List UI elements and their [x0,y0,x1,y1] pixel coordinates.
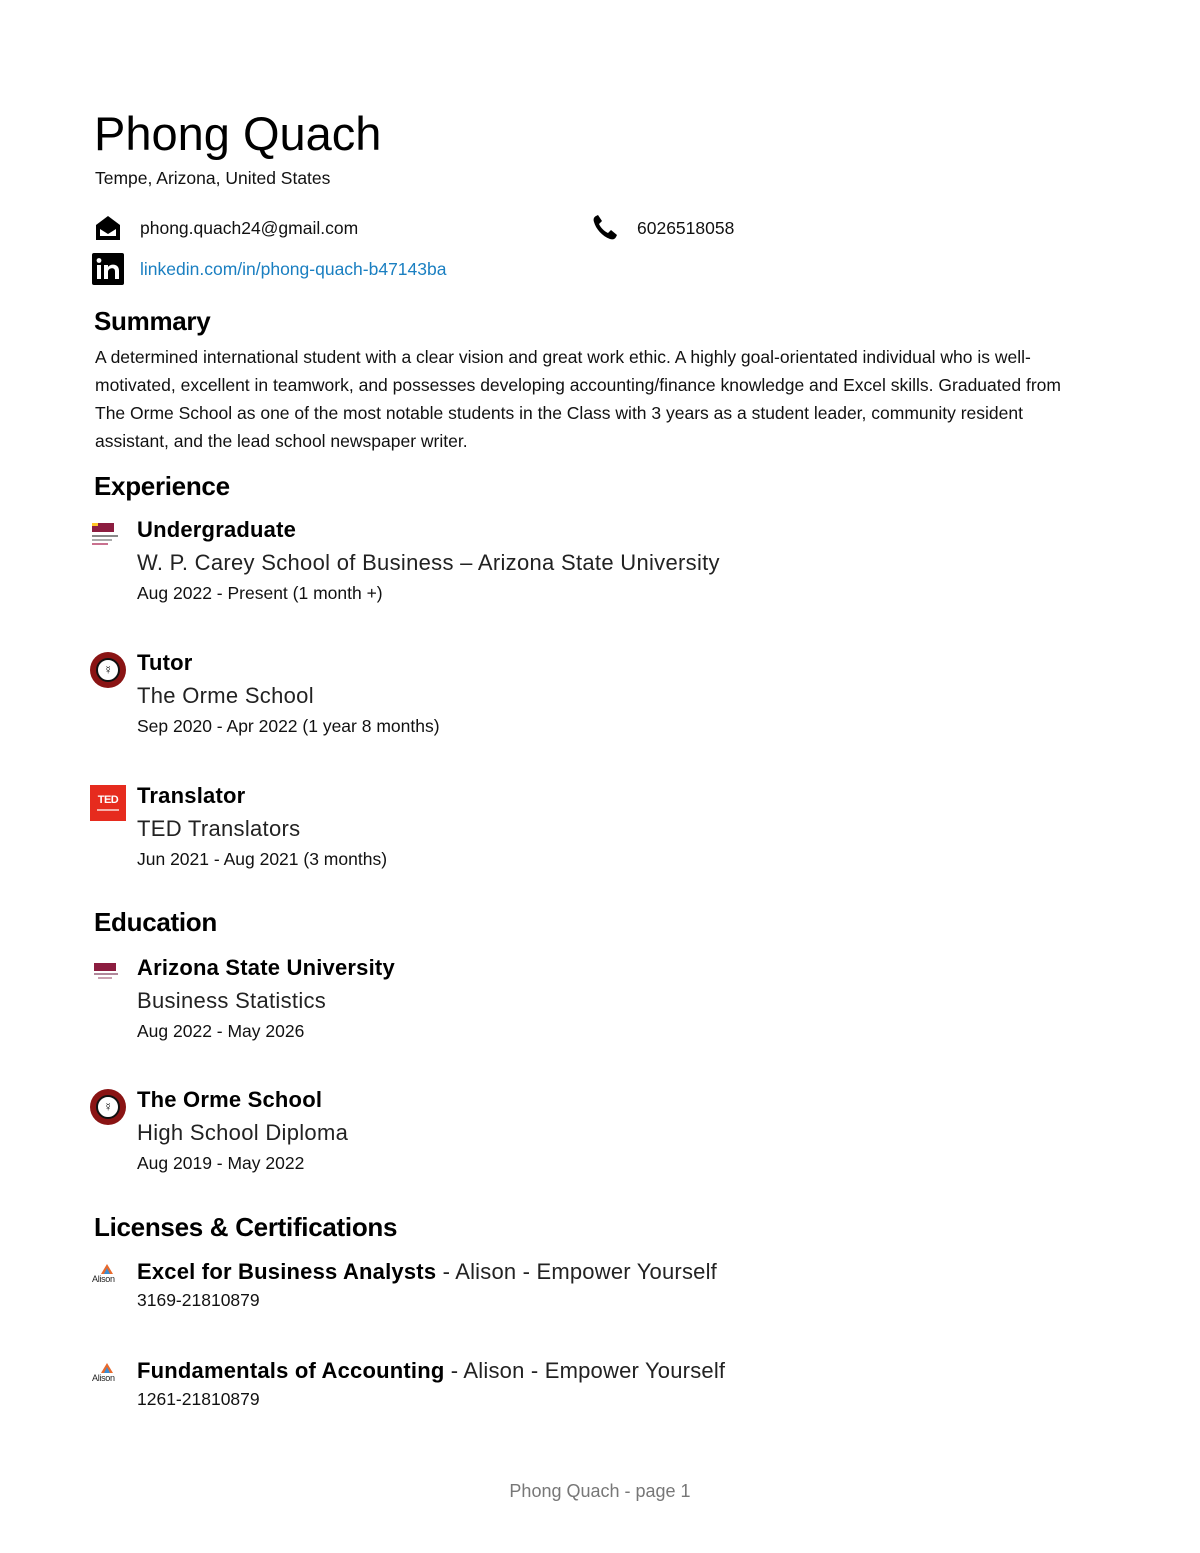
alison-logo-icon: Alison [90,1360,128,1398]
education-degree: High School Diploma [137,1120,349,1145]
experience-dates: Aug 2022 - Present (1 month +) [137,583,383,603]
summary-text: A determined international student with a clear vision and great work ethic. A highly goal-orientated individual who is well-motivated, excellent in teamwork, and possesses developing accounting/finance knowledge and Excel skills. Graduated from The Orme School as one of the most notable students in the Class with 3 years as a student leader, community resident assistant, and the lead school newspaper writer. [95,347,1061,451]
ted-logo-text: TED [97,794,119,806]
email-row [92,212,358,244]
education-heading: Education [94,907,217,937]
experience-dates: Jun 2021 - Aug 2021 (3 months) [137,849,388,869]
certifications-heading: Licenses & Certifications [94,1212,398,1242]
asu-logo-icon [90,519,128,557]
certification-title [137,1259,717,1285]
certification-id: 3169-21810879 [137,1290,260,1310]
envelope-open-icon [92,212,124,244]
experience-role: Translator [137,783,246,808]
candidate-name: Phong Quach [94,107,382,160]
certification-name: Excel for Business Analysts [137,1259,437,1284]
experience-org: TED Translators [137,816,301,841]
education-dates: Aug 2019 - May 2022 [137,1153,305,1173]
experience-dates: Sep 2020 - Apr 2022 (1 year 8 months) [137,716,440,736]
experience-role: Tutor [137,650,193,675]
linkedin-icon [92,253,124,285]
experience-role: Undergraduate [137,517,297,542]
asu-logo-icon [90,957,128,995]
alison-logo-icon: Alison [90,1261,128,1299]
experience-heading: Experience [94,471,230,501]
experience-org: W. P. Carey School of Business – Arizona State University [137,550,720,575]
certification-id: 1261-21810879 [137,1389,260,1409]
summary-heading: Summary [94,306,211,336]
ted-logo-icon [90,785,128,823]
certification-name: Fundamentals of Accounting [137,1358,445,1383]
education-degree: Business Statistics [137,988,327,1013]
education-school: The Orme School [137,1087,323,1112]
certification-issuer: - Alison - Empower Yourself [444,1358,726,1383]
education-school: Arizona State University [137,955,395,980]
phone-text[interactable]: 6026518058 [637,217,735,238]
experience-org: The Orme School [137,683,314,708]
candidate-location: Tempe, Arizona, United States [95,168,331,188]
phone-icon [589,212,621,244]
certification-title [137,1358,725,1384]
orme-school-logo-icon: ☿ [90,652,128,690]
page-footer: Phong Quach - page 1 [509,1481,691,1501]
orme-school-logo-icon: ☿ [90,1089,128,1127]
certification-issuer: - Alison - Empower Yourself [436,1259,717,1284]
education-dates: Aug 2022 - May 2026 [137,1021,305,1041]
linkedin-row [92,253,446,285]
phone-row [589,212,734,244]
email-text[interactable]: phong.quach24@gmail.com [140,217,359,238]
linkedin-link[interactable]: linkedin.com/in/phong-quach-b47143ba [140,258,447,279]
